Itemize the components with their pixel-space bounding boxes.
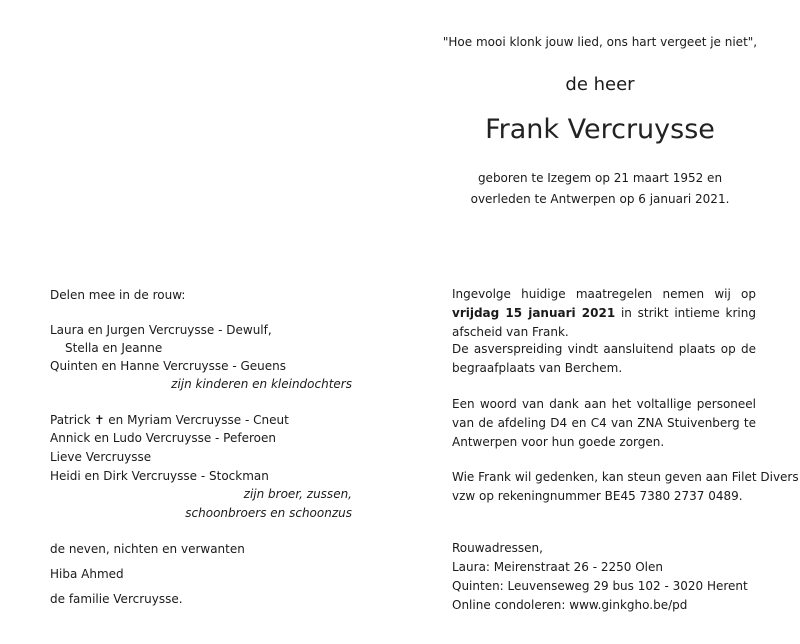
addresses — [452, 539, 756, 615]
family-line — [50, 413, 289, 427]
born-line: geboren te Izegem op 21 maart 1952 en — [477, 171, 723, 185]
quote: "Hoe mooi klonk jouw lied, ons hart vergeet je niet", — [442, 35, 758, 49]
addresses-title: Rouwadressen, — [452, 541, 543, 555]
address-quinten: Quinten: Leuvenseweg 29 bus 102 - 3020 Herent — [452, 579, 748, 593]
relatives: de neven, nichten en verwanten — [50, 542, 245, 556]
title-prefix: de heer — [565, 74, 635, 95]
address-laura: Laura: Meirenstraat 26 - 2250 Olen — [452, 560, 663, 574]
family-surname: de familie Vercruysse. — [50, 592, 183, 606]
children-caption: zijn kinderen en kleindochters — [171, 377, 352, 391]
ash-paragraph: De asverspreiding vindt aansluitend plaats op de begraafplaats van Berchem. — [452, 342, 756, 375]
donation-line: vzw op rekeningnummer BE45 7380 2737 0489. — [452, 489, 743, 503]
family-line: Annick en Ludo Vercruysse - Peferoen — [50, 431, 276, 445]
family-line: Laura en Jurgen Vercruysse - Dewulf, — [50, 323, 272, 337]
patrick-rest: en Myriam Vercruysse - Cneut — [108, 413, 289, 427]
deceased-name: Frank Vercruysse — [485, 114, 715, 145]
mourning-intro: Delen mee in de rouw: — [50, 288, 186, 302]
patrick-name: Patrick — [50, 413, 91, 427]
family-line: Heidi en Dirk Vercruysse - Stockman — [50, 469, 269, 483]
life-dates — [440, 168, 760, 210]
siblings-caption: zijn broer, zussen, — [243, 487, 352, 501]
family-line: Quinten en Hanne Vercruysse - Geuens — [50, 359, 287, 373]
ceremony-date: vrijdag 15 januari 2021 — [452, 306, 616, 320]
online-condolences: Online condoleren: www.ginkgho.be/pd — [452, 598, 688, 612]
donation-paragraph — [452, 468, 799, 506]
family-line: Stella en Jeanne — [65, 341, 163, 355]
cross-icon: ✝ — [94, 413, 105, 427]
ceremony-paragraph: Ingevolge huidige maatregelen nemen wij op vrijdag 15 januari 2021 in strikt intieme kring afscheid van Frank. — [452, 287, 756, 339]
died-line: overleden te Antwerpen op 6 januari 2021. — [470, 192, 730, 206]
friend-name: Hiba Ahmed — [50, 567, 124, 581]
siblings-caption: schoonbroers en schoonzus — [185, 506, 352, 520]
donation-line: Wie Frank wil gedenken, kan steun geven aan Filet Divers — [452, 470, 799, 484]
thanks-paragraph: Een woord van dank aan het voltallige personeel van de afdeling D4 en C4 van ZNA Stuivenberg te Antwerpen voor hun goede zorgen. — [452, 397, 756, 449]
family-line: Lieve Vercruysse — [50, 450, 152, 464]
